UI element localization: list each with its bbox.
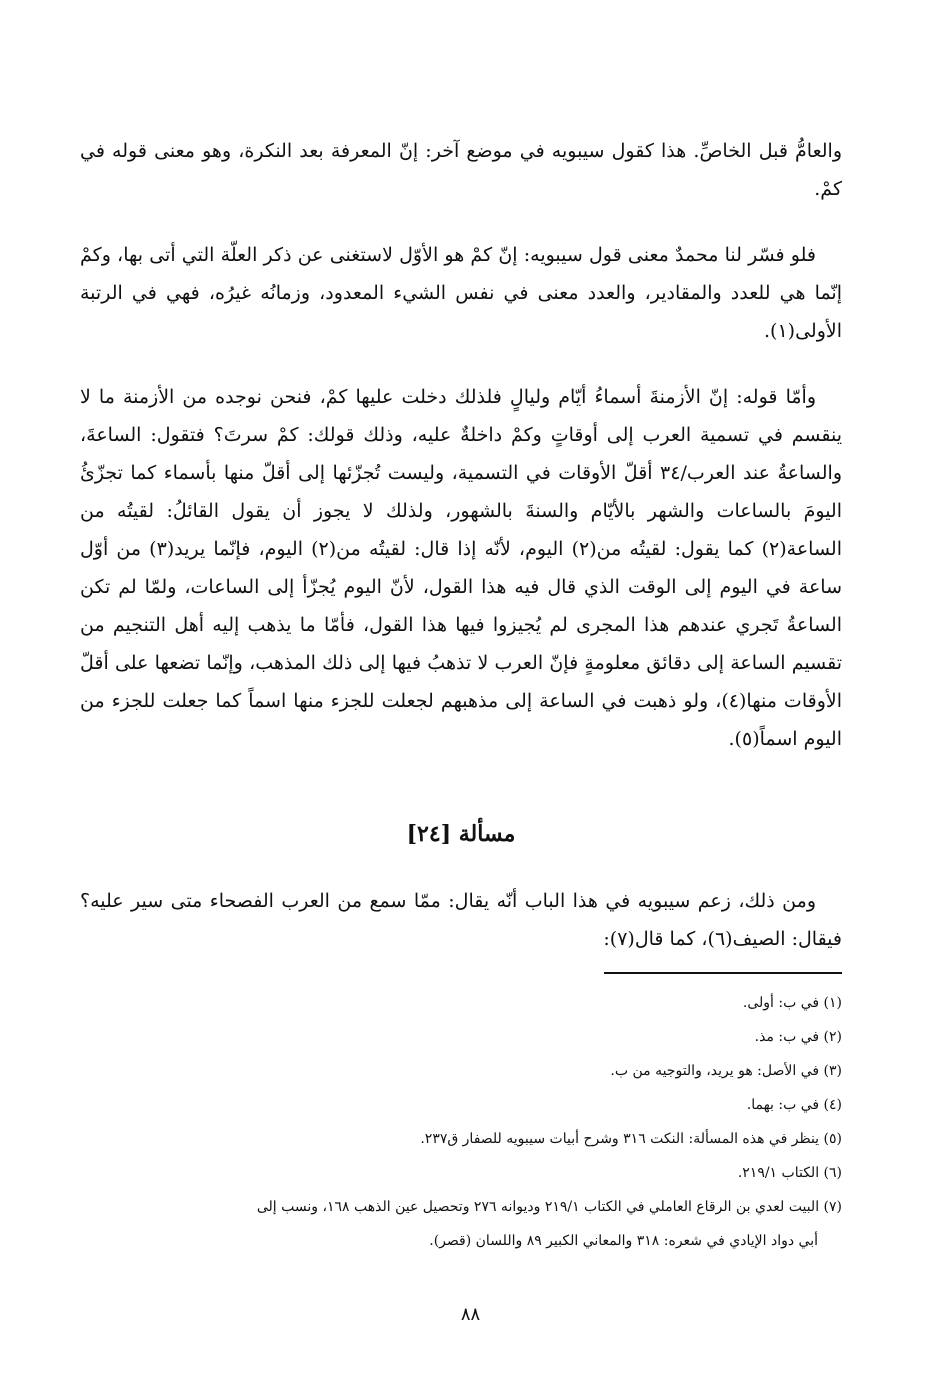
- footnote-separator: [604, 972, 842, 974]
- body-paragraph-2: [80, 236, 842, 350]
- body-paragraph-1: [80, 132, 842, 208]
- footnote-6: (٦) الكتاب ٢١٩/١.: [737, 1165, 842, 1181]
- footnote-7: (٧) البيت لعدي بن الرقاع العاملي في الكتاب ٢١٩/١ وديوانه ٢٧٦ وتحصيل عين الذهب ١٦٨، ونسب إلى: [256, 1199, 842, 1215]
- paragraph-text-2: فلو فسّر لنا محمدٌ معنى قول سيبويه: إنّ كمْ هو الأوّل لاستغنى عن ذكر العلّة التي أتى بها، وكمْ إنّما هي للعدد والمقادير، والعدد معنى في نفس الشيء المعدود، وزمانُه غيرُه، فهي في الرتبة الأولى(١).: [80, 244, 842, 342]
- body-paragraph-4: [80, 882, 842, 958]
- paragraph-text-4: ومن ذلك، زعم سيبويه في هذا الباب أنّه يقال: ممّا سمع من العرب الفصحاء متى سير عليه؟ فيقال: الصيف(٦)، كما قال(٧):: [80, 890, 842, 950]
- body-paragraph-3: [80, 378, 842, 758]
- footnotes: [80, 986, 842, 1258]
- page-number: ٨٨: [460, 1304, 481, 1325]
- footnote-2: (٢) في ب: مذ.: [754, 1029, 842, 1045]
- footnote-4: (٤) في ب: بهما.: [746, 1097, 842, 1113]
- section-heading: مسألة [٢٤]: [406, 821, 516, 847]
- footnote-5: (٥) ينظر في هذه المسألة: النكت ٣١٦ وشرح أبيات سيبويه للصفار ق٢٣٧.: [420, 1131, 842, 1147]
- footnote-7-continuation: أبي دواد الإيادي في شعره: ٣١٨ والمعاني الكبير ٨٩ واللسان (قصر).: [429, 1233, 818, 1249]
- footnote-1: (١) في ب: أولى.: [742, 995, 842, 1011]
- footnote-3: (٣) في الأصل: هو يريد، والتوجيه من ب.: [610, 1063, 842, 1079]
- paragraph-text-3: وأمّا قوله: إنّ الأزمنةَ أسماءُ أيّام وليالٍ فلذلك دخلت عليها كمْ، فنحن نوجده من الأزمنة ما لا ينقسم في تسمية العرب إلى أوقاتٍ وكمْ داخلةٌ عليه، وذلك قولك: كمْ سرتَ؟ فتقول: الساعةَ، والساعةُ عند العرب/٣٤ أقلّ الأوقات في التسمية، وليست تُجزّئها إلى أقلّ منها بأسماء كما تجزّئُ اليومَ بالساعات والشهر بالأيّام والسنةَ بالشهور، ولذلك لا يجوز أن يقول القائلُ: لقيتُه من الساعة(٢) كما يقول: لقيتُه من(٢) اليوم، لأنّه إذا قال: لقيتُه من(٢) اليوم، فإنّما يريد(٣) من أوّل ساعة في اليوم إلى الوقت الذي قال فيه هذا القول، لأنّ اليوم يُجزّأ إلى الساعات، ولمّا لم تكن الساعةُ تَجري عندهم هذا المجرى لم يُجيزوا فيها هذا القول، فأمّا ما يذهب إليه أهل التنجيم من تقسيم الساعة إلى دقائق معلومةٍ فإنّ العرب لا تذهبُ فيها إلى ذلك المذهب، وإنّما تضعها على أقلّ الأوقات منها(٤)، ولو ذهبت في الساعة إلى مذهبهم لجعلت للجزء منها اسماً كما جعلت للجزء من اليوم اسماً(٥).: [80, 386, 842, 750]
- paragraph-text-1: والعامُّ قبل الخاصِّ. هذا كقول سيبويه في موضع آخر: إنّ المعرفة بعد النكرة، وهو معنى قوله في كمْ.: [80, 140, 842, 200]
